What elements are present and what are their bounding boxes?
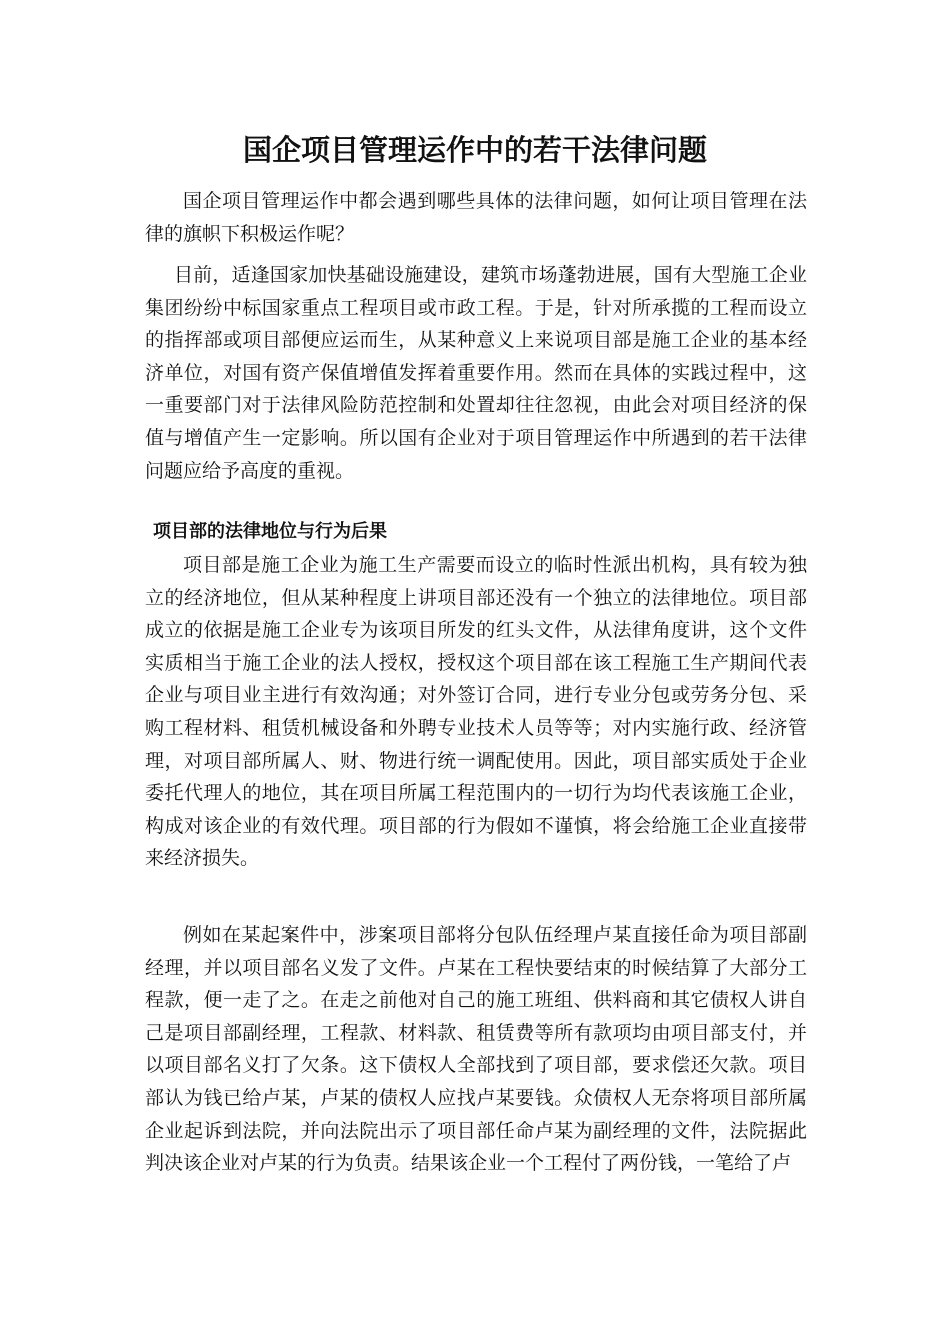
section-paragraph-case-example: 例如在某起案件中，涉案项目部将分包队伍经理卢某直接任命为项目部副经理，并以项目部名义发了文件。卢某在工程快要结束的时候结算了大部分工程款，便一走了之。在走之前他对自己的施工班组、供料商和其它债权人讲自己是项目部副经理，工程款、材料款、租赁费等所有款项均由项目部支付，并以项目部名义打了欠条。这下债权人全部找到了项目部，要求偿还欠款。项目部认为钱已给卢某，卢某的债权人应找卢某要钱。众债权人无奈将项目部所属企业起诉到法院，并向法院出示了项目部任命卢某为副经理的文件，法院据此判决该企业对卢某的行为负责。结果该企业一个工程付了两份钱，一笔给了卢 <box>145 924 807 1175</box>
intro-paragraph: 国企项目管理运作中都会遇到哪些具体的法律问题，如何让项目管理在法律的旗帜下积极运作呢？ <box>145 190 807 245</box>
section-paragraph-legal-status: 项目部是施工企业为施工生产需要而设立的临时性派出机构，具有较为独立的经济地位，但从某种程度上讲项目部还没有一个独立的法律地位。项目部成立的依据是施工企业专为该项目所发的红头文件，从法律角度讲，这个文件实质相当于施工企业的法人授权，授权这个项目部在该工程施工生产期间代表企业与项目业主进行有效沟通；对外签订合同，进行专业分包或劳务分包、采购工程材料、租赁机械设备和外聘专业技术人员等等；对内实施行政、经济管理，对项目部所属人、财、物进行统一调配使用。因此，项目部实质处于企业委托代理人的地位，其在项目所属工程范围内的一切行为均代表该施工企业，构成对该企业的有效代理。项目部的行为假如不谨慎，将会给施工企业直接带来经济损失。 <box>145 554 807 870</box>
background-paragraph: 目前，适逢国家加快基础设施建设，建筑市场蓬勃进展，国有大型施工企业集团纷纷中标国家重点工程项目或市政工程。于是，针对所承揽的工程而设立的指挥部或项目部便应运而生，从某种意义上来说项目部是施工企业的基本经济单位，对国有资产保值增值发挥着重要作用。然而在具体的实践过程中，这一重要部门对于法律风险防范控制和处置却往往忽视，由此会对项目经济的保值与增值产生一定影响。所以国有企业对于项目管理运作中所遇到的若干法律问题应给予高度的重视。 <box>145 264 807 482</box>
section-heading: 项目部的法律地位与行为后果 <box>153 521 387 542</box>
document-title: 国企项目管理运作中的若干法律问题 <box>242 133 707 167</box>
